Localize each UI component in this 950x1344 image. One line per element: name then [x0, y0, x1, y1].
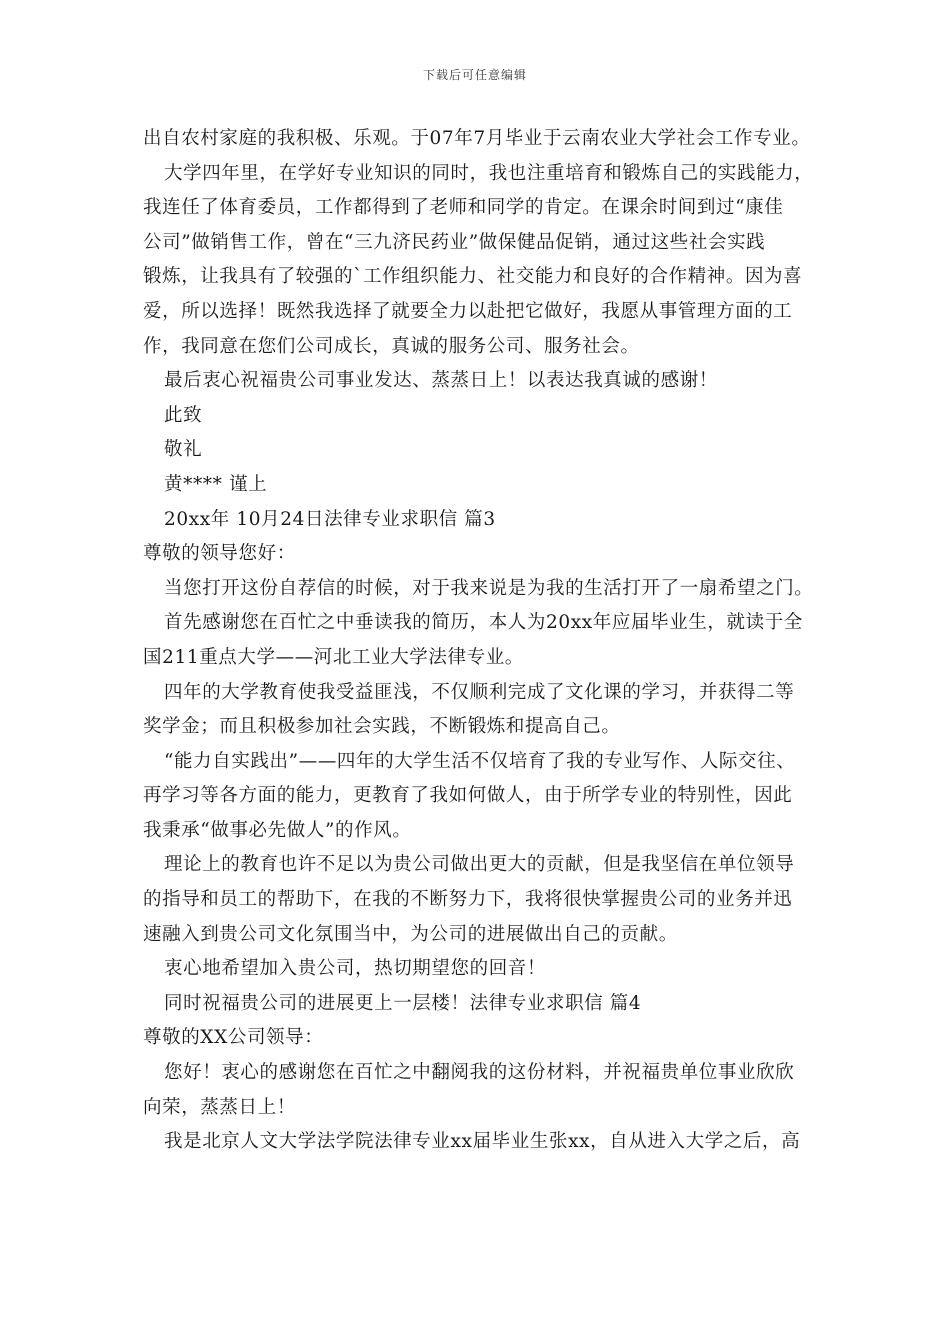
- text-line: 向荣，蒸蒸日上！: [143, 1096, 296, 1118]
- text-line: 国211重点大学——河北工业大学法律专业。: [143, 646, 524, 668]
- text-line: 衷心地希望加入贵公司，热切期望您的回音！: [164, 958, 547, 980]
- text-line: 敬礼: [164, 439, 203, 461]
- text-line: 尊敬的XX公司领导：: [143, 1027, 324, 1049]
- text-line: 我秉承“做事必先做人”的作风。: [143, 819, 412, 841]
- text-line: 再学习等各方面的能力，更教育了我如何做人，由于所学专业的特别性，因此: [143, 785, 793, 807]
- text-line: 同时祝福贵公司的进展更上一层楼！法律专业求职信 篇4: [164, 992, 642, 1014]
- text-line: 我是北京人文大学法学院法律专业xx届毕业生张xx，自从进入大学之后，高: [164, 1131, 801, 1153]
- text-line: 速融入到贵公司文化氛围当中，为公司的进展做出自己的贡献。: [143, 923, 678, 945]
- text-line: 奖学金；而且积极参加社会实践，不断锻炼和提高自己。: [143, 716, 621, 738]
- text-line: 黄**** 谨上: [164, 473, 268, 495]
- text-line: 的指导和员工的帮助下，在我的不断努力下，我将很快掌握贵公司的业务并迅: [143, 889, 793, 911]
- text-line: 锻炼，让我具有了较强的`工作组织能力、社交能力和良好的合作精神。因为喜: [143, 266, 803, 288]
- text-line: 理论上的教育也许不足以为贵公司做出更大的贡献，但是我坚信在单位领导: [164, 854, 795, 876]
- text-line: 您好！衷心的感谢您在百忙之中翻阅我的这份材料，并祝福贵单位事业欣欣: [164, 1062, 795, 1084]
- text-line: 大学四年里，在学好专业知识的同时，我也注重培育和锻炼自己的实践能力，: [164, 162, 814, 184]
- document-body: [143, 122, 815, 1160]
- text-line: 四年的大学教育使我受益匪浅，不仅顺利完成了文化课的学习，并获得二等: [164, 681, 795, 703]
- text-line: 最后衷心祝福贵公司事业发达、蒸蒸日上！以表达我真诚的感谢！: [164, 370, 718, 392]
- text-line: 当您打开这份自荐信的时候，对于我来说是为我的生活打开了一扇希望之门。: [164, 577, 814, 599]
- text-line: “能力自实践出”——四年的大学生活不仅培育了我的专业写作、人际交往、: [164, 750, 796, 772]
- header-note: 下载后可任意编辑: [422, 68, 527, 82]
- text-line: 出自农村家庭的我积极、乐观。于07年7月毕业于云南农业大学社会工作专业。: [143, 128, 811, 149]
- text-line: 我连任了体育委员，工作都得到了老师和同学的肯定。在课余时间到过“康佳: [143, 197, 784, 219]
- text-line: 此致: [164, 404, 203, 426]
- text-line: 公司”做销售工作，曾在“三九济民药业”做保健品促销，通过这些社会实践: [143, 231, 766, 253]
- text-line: 尊敬的领导您好：: [143, 543, 296, 565]
- text-line: 爱，所以选择！既然我选择了就要全力以赴把它做好，我愿从事管理方面的工: [143, 300, 793, 322]
- text-line: 作，我同意在您们公司成长，真诚的服务公司、服务社会。: [143, 335, 640, 357]
- text-line: 首先感谢您在百忙之中垂读我的简历，本人为20xx年应届毕业生，就读于全: [164, 612, 803, 634]
- text-line: 20xx年 10月24日法律专业求职信 篇3: [164, 508, 496, 530]
